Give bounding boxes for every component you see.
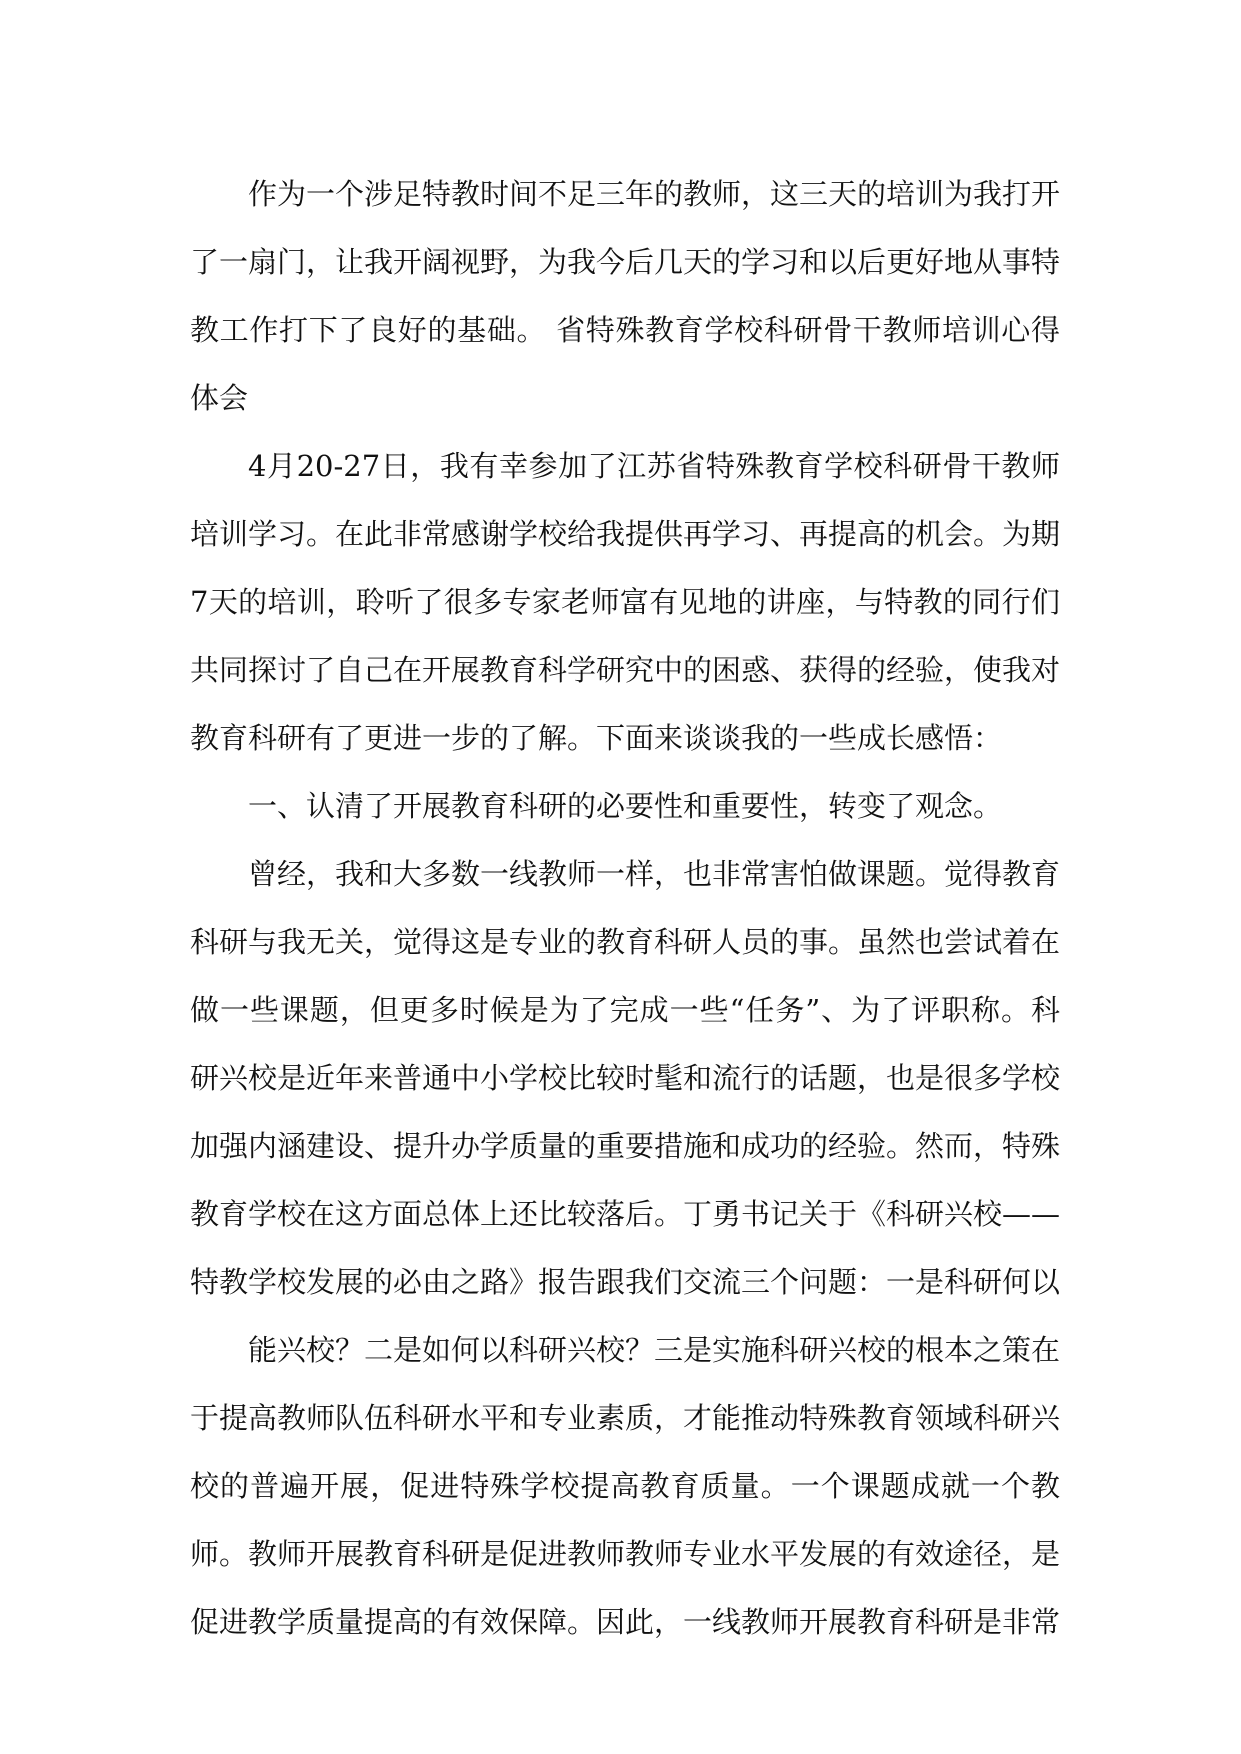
document-body [190,160,1060,1656]
paragraph-2: 4月20-27日，我有幸参加了江苏省特殊教育学校科研骨干教师培训学习。在此非常感谢学校给我提供再学习、再提高的机会。为期7天的培训，聆听了很多专家老师富有见地的讲座，与特教的同行们共同探讨了自己在开展教育科学研究中的困惑、获得的经验，使我对教育科研有了更进一步的了解。下面来谈谈我的一些成长感悟： [190,449,1061,755]
paragraph-1: 作为一个涉足特教时间不足三年的教师，这三天的培训为我打开了一扇门，让我开阔视野，为我今后几天的学习和以后更好地从事特教工作打下了良好的基础。 省特殊教育学校科研骨干教师培训心得体会 [190,177,1061,415]
paragraph-3-heading: 一、认清了开展教育科研的必要性和重要性，转变了观念。 [248,789,1003,823]
paragraph-4: 曾经，我和大多数一线教师一样，也非常害怕做课题。觉得教育科研与我无关，觉得这是专业的教育科研人员的事。虽然也尝试着在做一些课题，但更多时候是为了完成一些“任务”、为了评职称。科研兴校是近年来普通中小学校比较时髦和流行的话题，也是很多学校加强内涵建设、提升办学质量的重要措施和成功的经验。然而，特殊教育学校在这方面总体上还比较落后。丁勇书记关于《科研兴校——特教学校发展的必由之路》报告跟我们交流三个问题：一是科研何以 [190,857,1061,1299]
paragraph-5: 能兴校？二是如何以科研兴校？三是实施科研兴校的根本之策在于提高教师队伍科研水平和专业素质，才能推动特殊教育领域科研兴校的普遍开展，促进特殊学校提高教育质量。一个课题成就一个教师。教师开展教育科研是促进教师教师专业水平发展的有效途径，是促进教学质量提高的有效保障。因此，一线教师开展教育科研是非常 [190,1333,1061,1639]
